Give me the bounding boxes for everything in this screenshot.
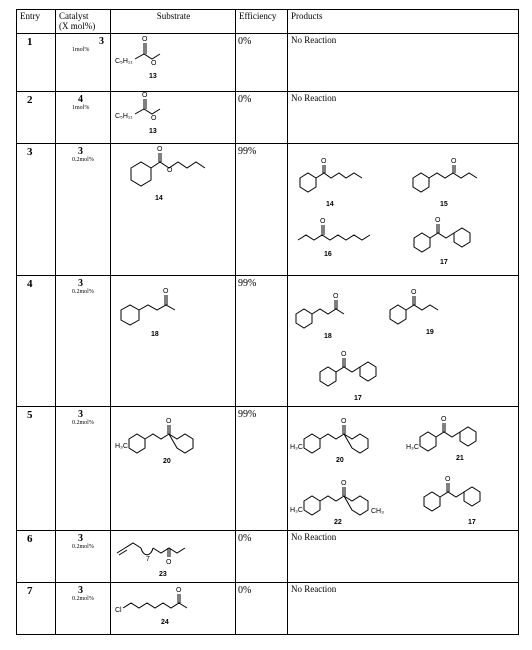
oxygen-label: O [320,218,326,225]
compound-label: 13 [149,73,157,80]
oxygen-label: O [167,167,173,174]
oxygen-label: O [341,418,347,425]
compound-label: 20 [336,457,344,464]
h3c-label: H₃C [290,444,303,451]
product-17-structure [414,217,470,266]
products-structures [288,144,519,276]
repeat-count: 7 [146,556,150,563]
catalyst-cell [56,276,111,407]
table-row [17,144,519,276]
substrate-13-structure [111,34,236,92]
products-text: No Reaction [288,92,519,144]
h3c-label: H₃C [115,443,128,450]
h3c-label: H₃C [406,444,419,451]
catalyst-loading: 0.2mol% [72,596,94,602]
catalyst-loading: 0.2mol% [72,289,94,295]
c5h11-label: C₅H₁₁ [115,58,133,65]
product-21-structure [406,416,476,462]
substrate-23-structure [111,531,236,583]
product-19-structure [390,289,438,336]
products-cell [288,144,519,276]
catalyst-number: 3 [99,36,104,47]
header-entry: Entry [17,10,56,34]
substrate-13-structure [111,92,236,144]
entry-number: 7 [17,583,56,635]
compound-label: 15 [440,201,448,208]
header-catalyst: Catalyst (X mol%) [56,10,111,34]
compound-label: 23 [159,571,167,578]
catalyst-loading: 0.2mol% [72,420,94,426]
entry-number: 1 [17,34,56,92]
catalyst-number: 4 [78,94,83,105]
product-14-structure [300,158,362,208]
oxygen-label: O [166,559,172,566]
efficiency-value: 99% [236,276,288,407]
oxygen-label: O [151,60,157,67]
oxygen-label: O [441,416,447,423]
catalyst-number: 3 [78,585,83,596]
compound-label: 13 [149,128,157,135]
compound-label: 21 [456,455,464,462]
efficiency-value: 0% [236,34,288,92]
products-text: No Reaction [288,531,519,583]
product-16-structure [298,218,370,258]
substrate-24-structure [111,583,236,635]
compound-label: 17 [354,395,362,402]
compound-label: 24 [161,619,169,626]
table-row [17,407,519,531]
substrate-cell [111,92,236,144]
substrate-cell [111,144,236,276]
products-text: No Reaction [288,583,519,635]
table-row [17,34,519,92]
efficiency-value: 0% [236,92,288,144]
products-text: No Reaction [288,34,519,92]
compound-label: 18 [151,331,159,338]
oxygen-label: O [163,288,169,295]
product-17-structure [424,476,480,526]
ch3-label: CH₃ [371,508,384,515]
compound-label: 18 [324,333,332,340]
catalyst-loading: 0.2mol% [72,157,94,163]
product-15-structure [413,158,477,208]
oxygen-label: O [166,418,172,425]
entry-number: 5 [17,407,56,531]
substrate-cell [111,583,236,635]
catalyst-number: 3 [78,146,83,157]
reaction-table [16,9,519,635]
products-cell [288,276,519,407]
efficiency-value: 99% [236,407,288,531]
catalyst-cell [56,34,111,92]
oxygen-label: O [151,115,157,122]
catalyst-loading: 1mol% [72,47,90,53]
compound-label: 17 [440,259,448,266]
catalyst-cell [56,407,111,531]
catalyst-number: 3 [78,533,83,544]
compound-label: 19 [426,329,434,336]
product-22-structure [290,480,384,526]
compound-label: 14 [326,201,334,208]
substrate-cell [111,34,236,92]
h3c-label: H₃C [290,507,303,514]
product-17-structure [320,351,376,402]
catalyst-number: 3 [78,409,83,420]
catalyst-loading: 0.2mol% [72,544,94,550]
entry-number: 2 [17,92,56,144]
products-cell [288,407,519,531]
compound-label: 17 [468,519,476,526]
compound-label: 14 [155,195,163,202]
oxygen-label: O [341,480,347,487]
oxygen-label: O [333,293,339,300]
c5h11-label: C₅H₁₁ [115,113,133,120]
substrate-cell [111,407,236,531]
compound-label: 20 [163,458,171,465]
entry-number: 6 [17,531,56,583]
products-structures [288,407,519,531]
substrate-cell [111,531,236,583]
substrate-20-structure [111,407,236,531]
oxygen-label: O [321,158,327,165]
entry-number: 3 [17,144,56,276]
table-row [17,92,519,144]
efficiency-value: 0% [236,583,288,635]
efficiency-value: 99% [236,144,288,276]
products-structures [288,276,519,407]
oxygen-label: O [451,158,457,165]
product-20-structure [290,418,368,464]
table-row [17,583,519,635]
oxygen-label: O [411,289,417,296]
entry-number: 4 [17,276,56,407]
header-products: Products [288,10,519,34]
header-row [17,10,519,34]
oxygen-label: O [176,587,182,594]
substrate-18-structure [111,276,236,407]
catalyst-cell [56,531,111,583]
table-row [17,531,519,583]
catalyst-loading: 1mol% [72,105,90,111]
oxygen-label: O [435,217,441,224]
substrate-cell [111,276,236,407]
catalyst-cell [56,92,111,144]
header-efficiency: Efficiency [236,10,288,34]
oxygen-label: O [142,92,148,99]
catalyst-number: 3 [78,278,83,289]
header-substrate: Substrate [111,10,236,34]
oxygen-label: O [157,146,163,153]
chlorine-label: Cl [115,607,122,614]
substrate-14-structure [111,144,236,276]
oxygen-label: O [341,351,347,358]
catalyst-cell [56,144,111,276]
compound-label: 16 [324,251,332,258]
compound-label: 22 [334,519,342,526]
oxygen-label: O [445,476,451,483]
oxygen-label: O [142,36,148,43]
product-18-structure [296,293,344,340]
efficiency-value: 0% [236,531,288,583]
table-row [17,276,519,407]
catalyst-cell [56,583,111,635]
